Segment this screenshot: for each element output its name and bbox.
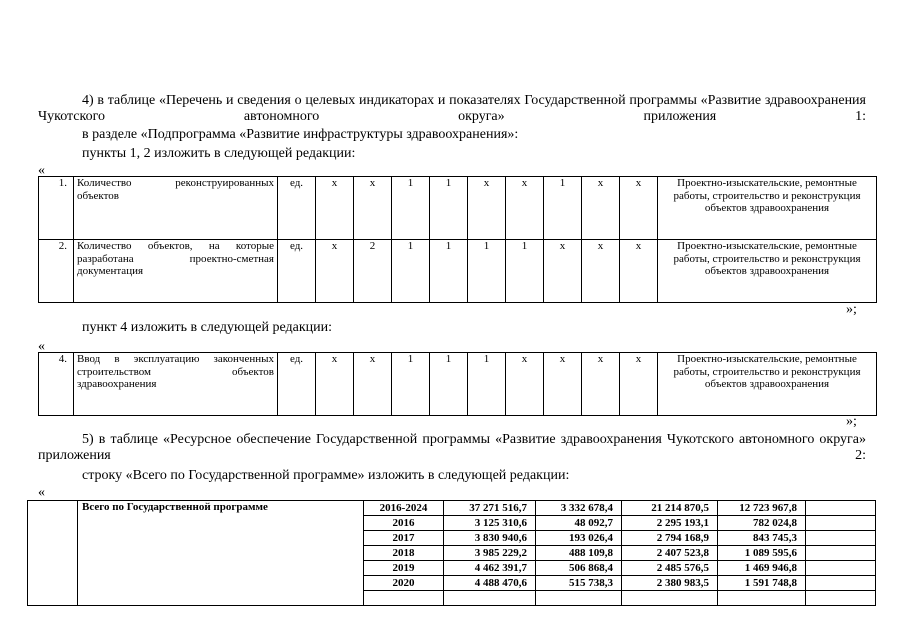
finance-empty-cell <box>364 591 444 606</box>
finance-federal: 193 026,4 <box>536 531 622 546</box>
item-4-instruction: пункт 4 изложить в следующей редакции: <box>82 320 332 335</box>
finance-empty-cell <box>536 591 622 606</box>
finance-federal: 3 332 678,4 <box>536 501 622 516</box>
section5-intro-text: 5) в таблице «Ресурсное обеспечение Государственной программы «Развитие здравоохранения Чукотского автономного округа» приложения 2: <box>38 432 866 463</box>
indicator-value: 1 <box>392 240 430 303</box>
items-1-2-instruction: пункты 1, 2 изложить в следующей редакции: <box>82 146 356 161</box>
indicator-value: х <box>316 177 354 240</box>
finance-year: 2017 <box>364 531 444 546</box>
finance-empty-cell <box>806 561 876 576</box>
finance-other: 782 024,8 <box>718 516 806 531</box>
finance-year: 2020 <box>364 576 444 591</box>
finance-regional: 2 794 168,9 <box>622 531 718 546</box>
open-quote-3: « <box>38 485 45 500</box>
finance-federal: 48 092,7 <box>536 516 622 531</box>
indicator-unit: ед. <box>278 240 316 303</box>
indicator-value: 1 <box>430 177 468 240</box>
indicator-value: 1 <box>468 240 506 303</box>
finance-total: 4 462 391,7 <box>444 561 536 576</box>
indicator-unit: ед. <box>278 177 316 240</box>
finance-empty-cell <box>806 576 876 591</box>
finance-label: Всего по Государственной программе <box>78 501 364 606</box>
indicator-value: 1 <box>544 177 582 240</box>
indicator-note: Проектно-изыскательские, ремонтные работы, строительство и реконструкция объектов здравоохранения <box>658 240 877 303</box>
section4-intro-text: 4) в таблице «Перечень и сведения о целевых индикаторах и показателях Государственной программы «Развитие здравоохранения Чукотского автономного округа» приложения 1: <box>38 93 866 124</box>
indicator-value: х <box>620 240 658 303</box>
indicator-value: х <box>544 353 582 416</box>
indicators-table-2 <box>38 352 877 416</box>
indicator-value: х <box>620 353 658 416</box>
indicator-name: Количество объектов, на которые разработана проектно-сметная документация <box>74 240 278 303</box>
section4-subsection: в разделе «Подпрограмма «Развитие инфраструктуры здравоохранения»: <box>82 127 519 142</box>
indicator-value: х <box>316 353 354 416</box>
finance-regional: 2 295 193,1 <box>622 516 718 531</box>
indicator-value: 1 <box>392 177 430 240</box>
indicator-number: 4. <box>39 353 74 416</box>
close-quote-1: »; <box>846 302 857 317</box>
indicator-note: Проектно-изыскательские, ремонтные работы, строительство и реконструкция объектов здравоохранения <box>658 353 877 416</box>
indicator-value: х <box>354 353 392 416</box>
indicator-row <box>39 353 877 416</box>
finance-blank-cell <box>28 501 78 606</box>
finance-regional: 2 485 576,5 <box>622 561 718 576</box>
section4-intro-line <box>38 93 866 125</box>
indicator-value: х <box>506 177 544 240</box>
finance-empty-cell <box>718 591 806 606</box>
indicator-value: 1 <box>392 353 430 416</box>
finance-regional: 21 214 870,5 <box>622 501 718 516</box>
finance-other: 1 089 595,6 <box>718 546 806 561</box>
section5-intro-line <box>38 432 866 464</box>
finance-total: 4 488 470,6 <box>444 576 536 591</box>
open-quote-1: « <box>38 163 45 178</box>
finance-year: 2016 <box>364 516 444 531</box>
indicator-row <box>39 240 877 303</box>
finance-federal: 515 738,3 <box>536 576 622 591</box>
finance-year: 2016-2024 <box>364 501 444 516</box>
indicator-name: Количество реконструированных объектов <box>74 177 278 240</box>
indicator-name: Ввод в эксплуатацию законченных строительством объектов здравоохранения <box>74 353 278 416</box>
finance-empty-cell <box>806 531 876 546</box>
finance-table <box>27 500 876 606</box>
finance-other: 12 723 967,8 <box>718 501 806 516</box>
finance-empty-cell <box>806 591 876 606</box>
indicator-value: х <box>316 240 354 303</box>
indicator-value: 1 <box>468 353 506 416</box>
finance-empty-cell <box>444 591 536 606</box>
finance-regional: 2 407 523,8 <box>622 546 718 561</box>
finance-other: 843 745,3 <box>718 531 806 546</box>
open-quote-2: « <box>38 339 45 354</box>
finance-other: 1 469 946,8 <box>718 561 806 576</box>
indicator-value: х <box>468 177 506 240</box>
finance-empty-cell <box>806 546 876 561</box>
finance-empty-cell <box>806 501 876 516</box>
section5-instruction: строку «Всего по Государственной программе» изложить в следующей редакции: <box>82 468 570 483</box>
finance-total: 3 125 310,6 <box>444 516 536 531</box>
indicator-value: 1 <box>506 240 544 303</box>
indicator-value: 2 <box>354 240 392 303</box>
indicator-value: х <box>582 177 620 240</box>
finance-regional: 2 380 983,5 <box>622 576 718 591</box>
finance-empty-cell <box>806 516 876 531</box>
indicator-value: х <box>620 177 658 240</box>
indicator-row <box>39 177 877 240</box>
indicator-value: х <box>582 240 620 303</box>
indicator-value: х <box>544 240 582 303</box>
indicator-value: х <box>506 353 544 416</box>
finance-total: 37 271 516,7 <box>444 501 536 516</box>
finance-federal: 506 868,4 <box>536 561 622 576</box>
indicator-unit: ед. <box>278 353 316 416</box>
finance-other: 1 591 748,8 <box>718 576 806 591</box>
indicator-value: 1 <box>430 240 468 303</box>
indicator-note: Проектно-изыскательские, ремонтные работы, строительство и реконструкция объектов здравоохранения <box>658 177 877 240</box>
finance-row <box>28 501 876 516</box>
indicator-number: 2. <box>39 240 74 303</box>
finance-total: 3 985 229,2 <box>444 546 536 561</box>
finance-empty-cell <box>622 591 718 606</box>
close-quote-2: »; <box>846 414 857 429</box>
indicators-table-1 <box>38 176 877 303</box>
finance-federal: 488 109,8 <box>536 546 622 561</box>
indicator-number: 1. <box>39 177 74 240</box>
indicator-value: х <box>354 177 392 240</box>
finance-total: 3 830 940,6 <box>444 531 536 546</box>
indicator-value: 1 <box>430 353 468 416</box>
indicator-value: х <box>582 353 620 416</box>
finance-year: 2018 <box>364 546 444 561</box>
finance-year: 2019 <box>364 561 444 576</box>
